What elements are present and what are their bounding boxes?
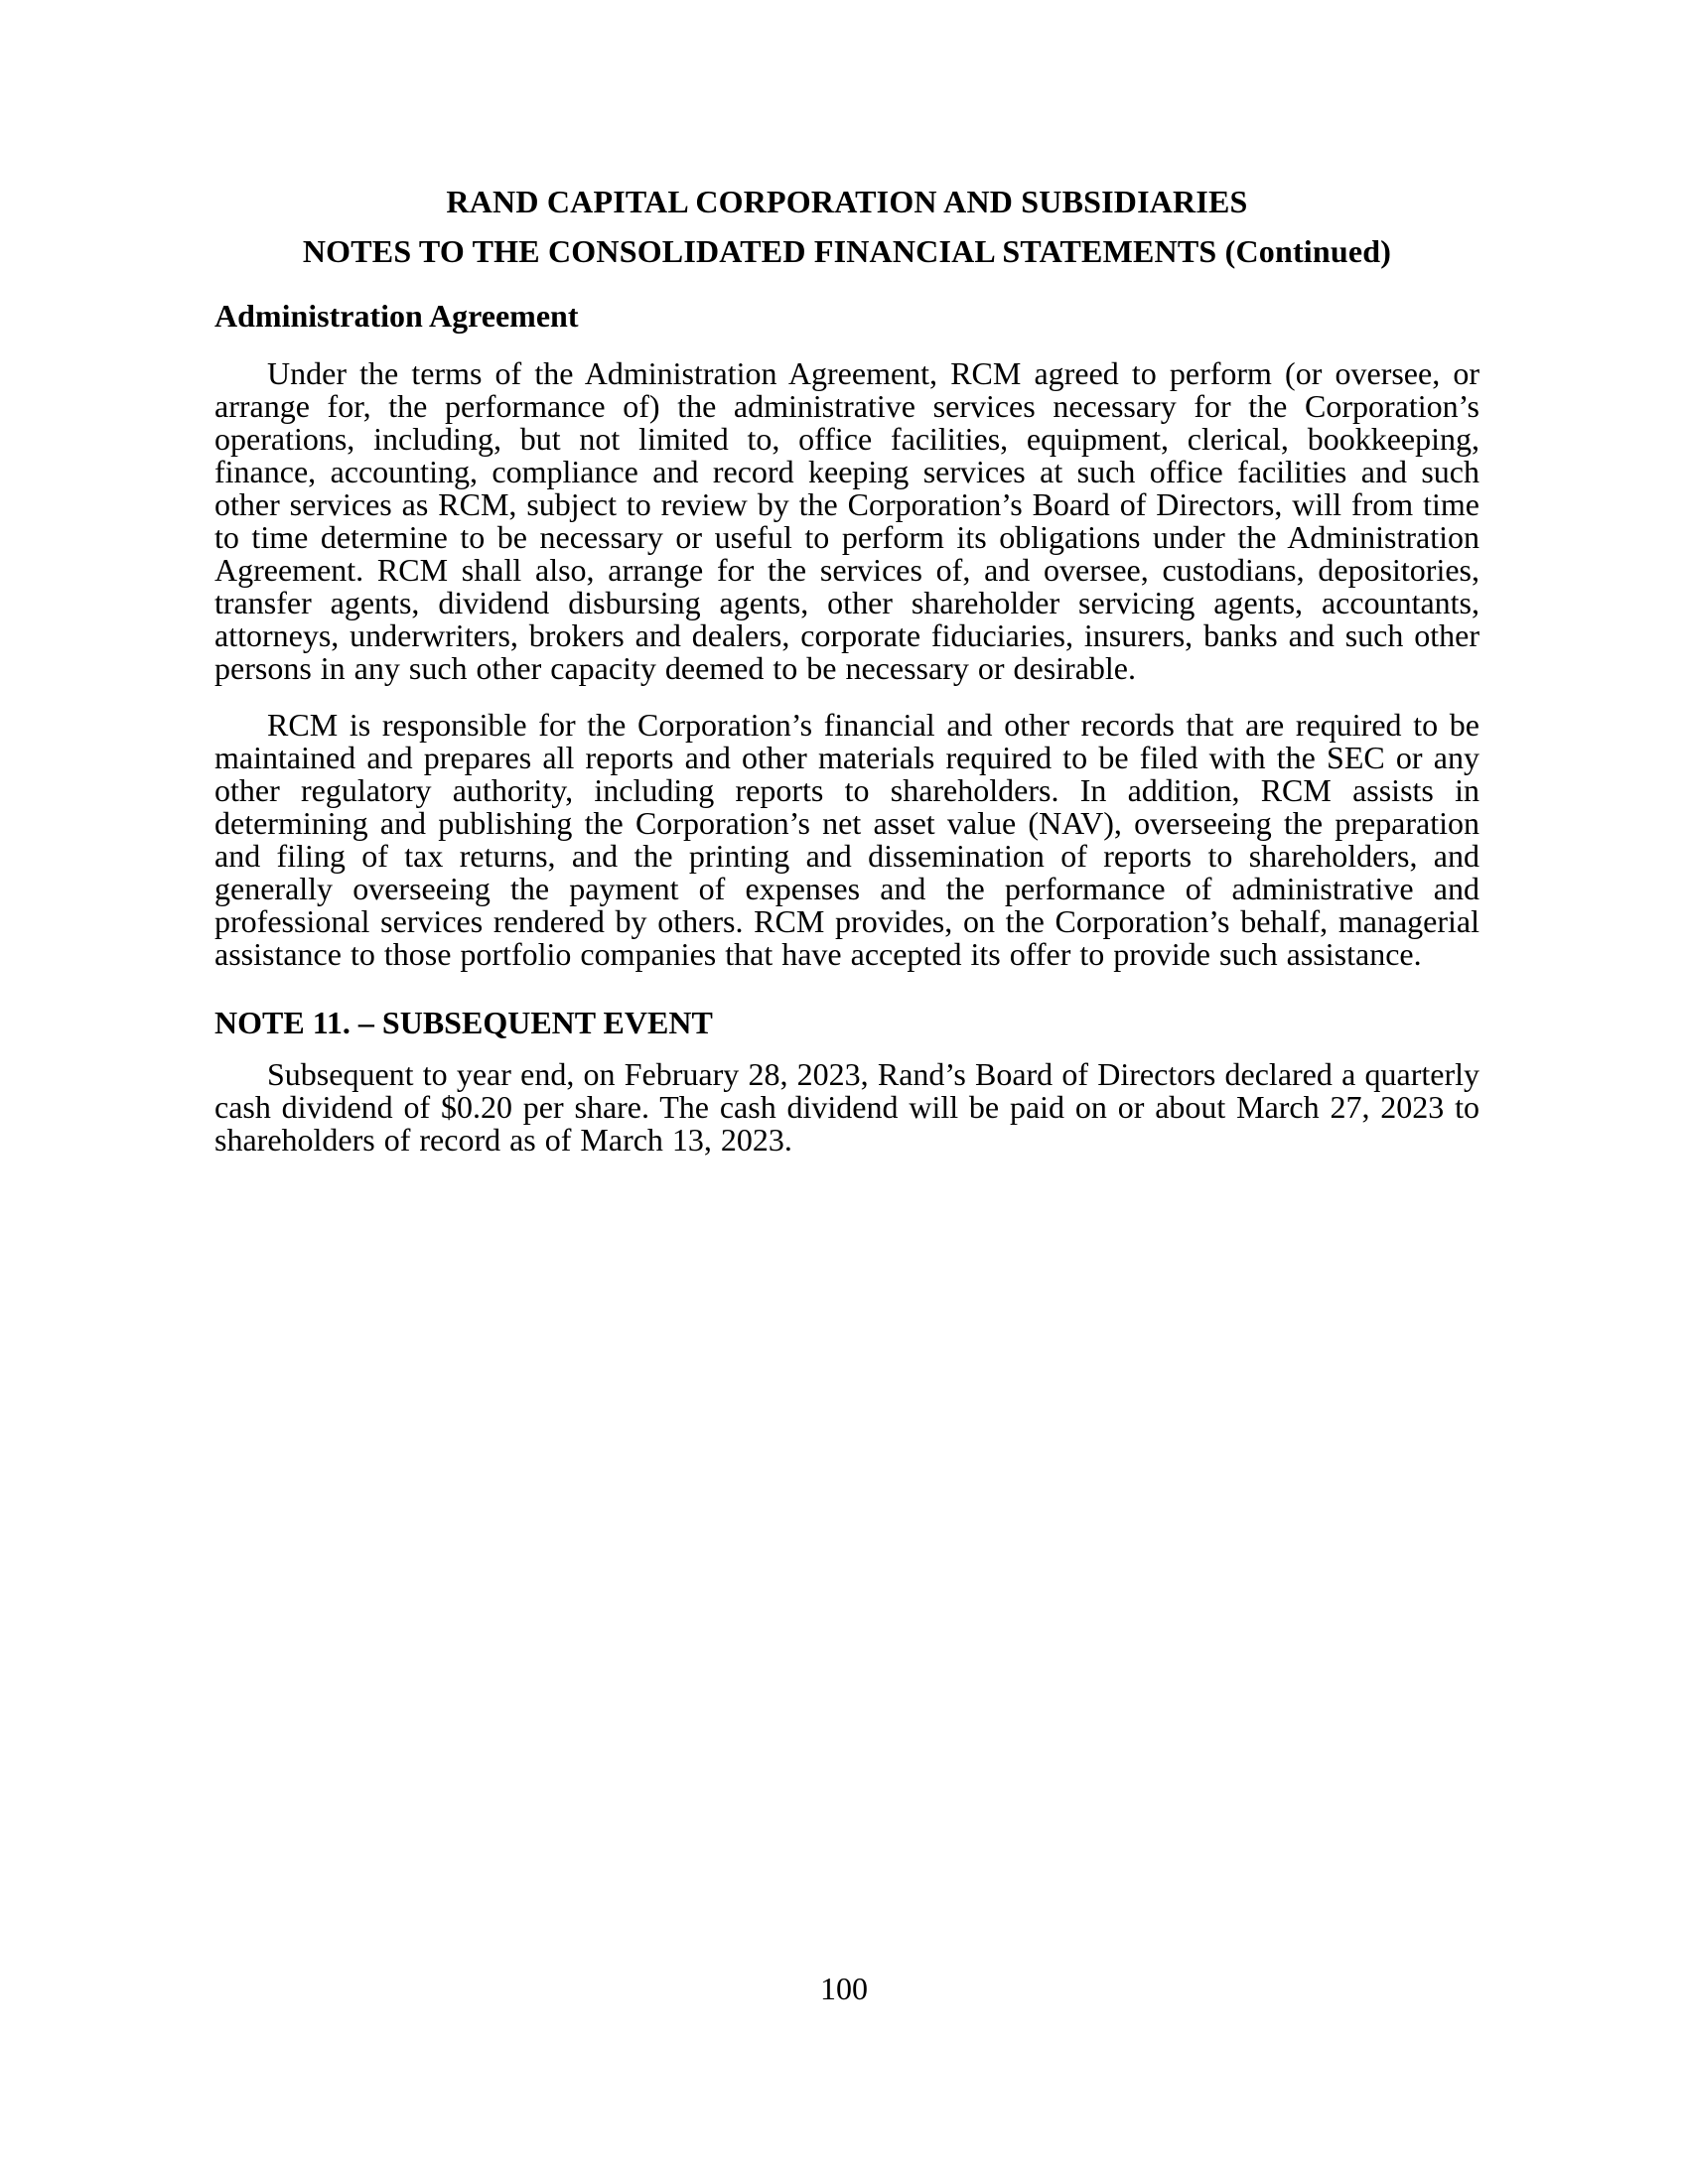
paragraph-administration-1: Under the terms of the Administration Agreement, RCM agreed to perform (or oversee, or arrange for, the performance of) the administrative services necessary for the Corporation’s operations, including, but not limited to, office facilities, equipment, clerical, bookkeeping, finance, accounting, compliance and record keeping services at such office facilities and such other services as RCM, subject to review by the Corporation’s Board of Directors, will from time to time determine to be necessary or useful to perform its obligations under the Administration Agreement. RCM shall also, arrange for the services of, and oversee, custodians, depositories, transfer agents, dividend disbursing agents, other shareholder servicing agents, accountants, attorneys, underwriters, brokers and dealers, corporate fiduciaries, insurers, banks and such other persons in any such other capacity deemed to be necessary or desirable.	[214, 355, 1479, 686]
paragraph-administration-2: RCM is responsible for the Corporation’s financial and other records that are required to be maintained and prepares all reports and other materials required to be filed with the SEC or any other regulatory authority, including reports to shareholders. In addition, RCM assists in determining and publishing the Corporation’s net asset value (NAV), overseeing the preparation and filing of tax returns, and the printing and dissemination of reports to shareholders, and generally overseeing the payment of expenses and the performance of administrative and professional services rendered by others. RCM provides, on the Corporation’s behalf, managerial assistance to those portfolio companies that have accepted its offer to provide such assistance.	[214, 707, 1479, 972]
section-heading-note-11-subsequent-event: NOTE 11. – SUBSEQUENT EVENT	[214, 1005, 713, 1040]
document-title: RAND CAPITAL CORPORATION AND SUBSIDIARIES	[446, 184, 1248, 219]
section-heading-administration-agreement: Administration Agreement	[214, 298, 579, 334]
paragraph-subsequent-event: Subsequent to year end, on February 28, 2023, Rand’s Board of Directors declared a quarterly cash dividend of $0.20 per share. The cash dividend will be paid on or about March 27, 2023 to shareholders of record as of March 13, 2023.	[214, 1056, 1479, 1158]
page-number: 100	[820, 1971, 868, 2006]
document-content	[214, 186, 1479, 1157]
document-subtitle: NOTES TO THE CONSOLIDATED FINANCIAL STATEMENTS (Continued)	[302, 233, 1392, 269]
